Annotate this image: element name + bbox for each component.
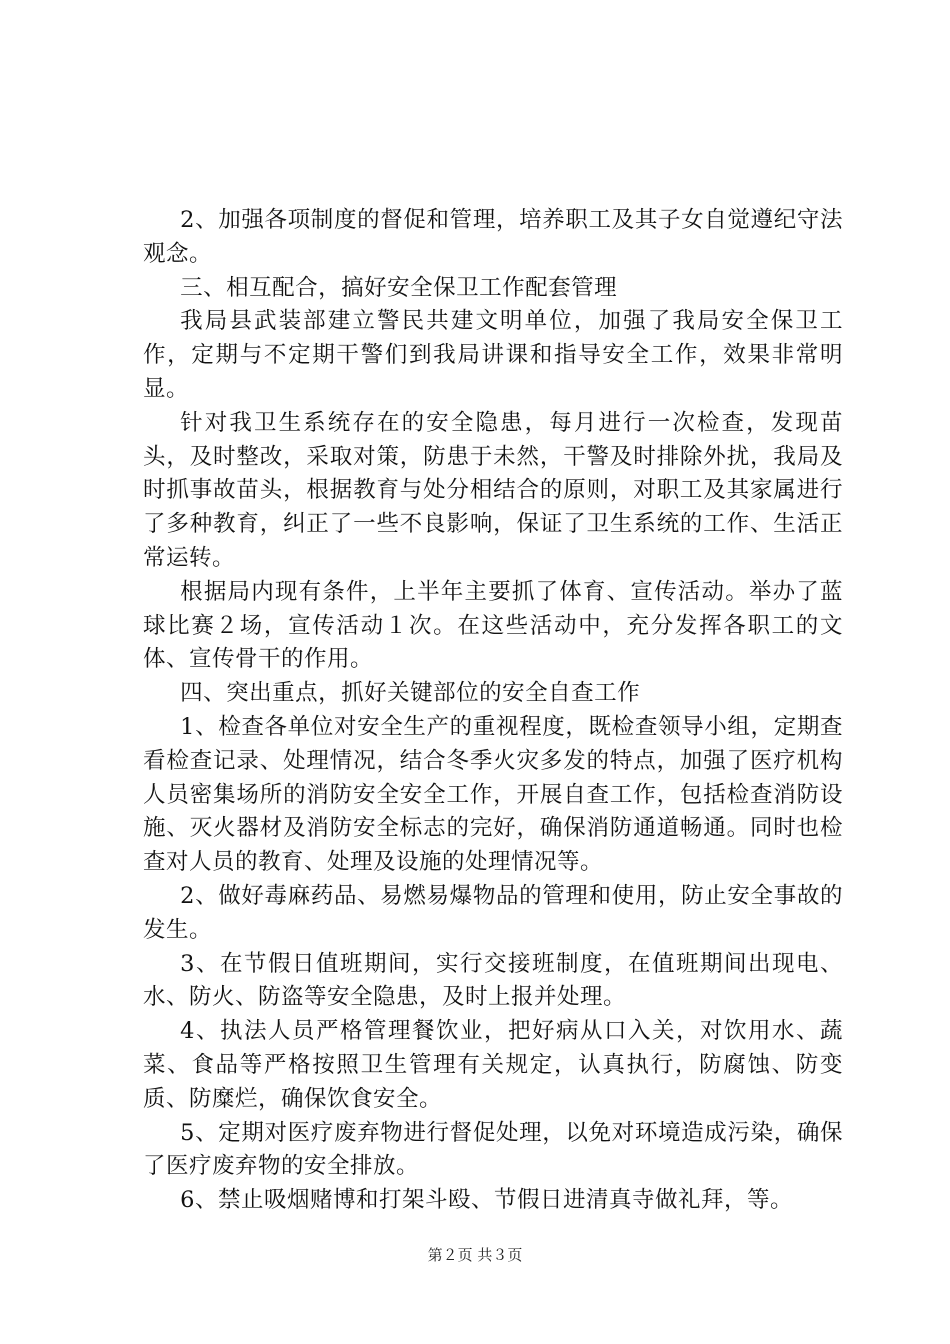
- paragraph-item-3-duty: 3、在节假日值班期间，实行交接班制度，在值班期间出现电、水、防火、防盗等安全隐患，及时上报并处理。: [143, 950, 843, 1011]
- paragraph-item-1-inspection: 1、检查各单位对安全生产的重视程度，既检查领导小组，定期查看检查记录、处理情况，结合冬季火灾多发的特点，加强了医疗机构人员密集场所的消防安全安全工作，开展自查工作，包括检查消防设施、灭火器材及消防安全标志的完好，确保消防通道畅通。同时也检查对人员的教育、处理及设施的处理情况等。: [143, 713, 843, 876]
- page-number-footer: 第２页 共３页: [427, 1246, 523, 1264]
- section-heading-3: 三、相互配合，搞好安全保卫工作配套管理: [180, 274, 618, 301]
- paragraph-item-2-drugs: 2、做好毒麻药品、易燃易爆物品的管理和使用，防止安全事故的发生。: [143, 882, 843, 943]
- paragraph-item-2-rules: 2、加强各项制度的督促和管理，培养职工及其子女自觉遵纪守法观念。: [143, 207, 843, 267]
- paragraph-item-4-food: 4、执法人员严格管理餐饮业，把好病从口入关，对饮用水、蔬菜、食品等严格按照卫生管理有关规定，认真执行，防腐蚀、防变质、防糜烂，确保饮食安全。: [143, 1018, 843, 1112]
- section-heading-4: 四、突出重点，抓好关键部位的安全自查工作: [180, 680, 641, 707]
- document-body: [143, 204, 843, 1218]
- paragraph-armed-forces: 我局县武装部建立警民共建文明单位，加强了我局安全保卫工作，定期与不定期干警们到我局讲课和指导安全工作，效果非常明显。: [143, 308, 843, 402]
- paragraph-item-5-waste: 5、定期对医疗废弃物进行督促处理，以免对环境造成污染，确保了医疗废弃物的安全排放。: [143, 1119, 843, 1180]
- paragraph-activities: 根据局内现有条件，上半年主要抓了体育、宣传活动。举办了蓝球比赛２场，宣传活动１次。在这些活动中，充分发挥各职工的文体、宣传骨干的作用。: [143, 578, 843, 673]
- paragraph-safety-hazards: 针对我卫生系统存在的安全隐患，每月进行一次检查，发现苗头，及时整改，采取对策，防患于未然，干警及时排除外扰，我局及时抓事故苗头，根据教育与处分相结合的原则，对职工及其家属进行了多种教育，纠正了一些不良影响，保证了卫生系统的工作、生活正常运转。: [143, 409, 843, 571]
- paragraph-item-6-prohibitions: 6、禁止吸烟赌博和打架斗殴、节假日进清真寺做礼拜，等。: [180, 1187, 793, 1214]
